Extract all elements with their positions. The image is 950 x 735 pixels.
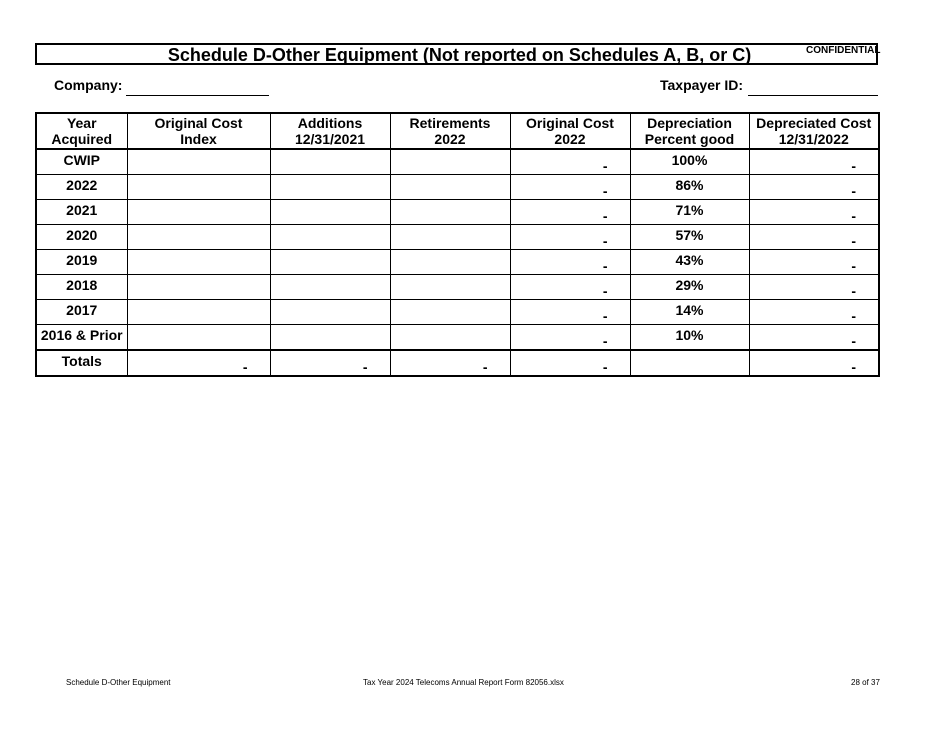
cell-depreciated-cost: - [749,175,879,200]
cell-original-cost: - [510,325,630,351]
cell-additions-input[interactable] [270,175,390,200]
footer-page-number: 28 of 37 [851,678,880,687]
cell-original-cost: - [510,225,630,250]
cell-original-cost: - [510,300,630,325]
cell-index-input[interactable] [127,149,270,175]
cell-original-cost: - [510,149,630,175]
cell-retirements-input[interactable] [390,250,510,275]
title-box [35,43,881,65]
table-row [36,275,879,300]
cell-index-input[interactable] [127,225,270,250]
total-additions: - [270,350,390,376]
column-header-additions: Additions 12/31/2021 [270,113,390,149]
cell-depreciated-cost: - [749,275,879,300]
cell-retirements-input[interactable] [390,300,510,325]
cell-percent-good: 14% [630,300,749,325]
cell-original-cost: - [510,175,630,200]
cell-depreciated-cost: - [749,225,879,250]
footer-filename: Tax Year 2024 Telecoms Annual Report Form 82056.xlsx [363,678,564,687]
cell-percent-good: 71% [630,200,749,225]
table-row [36,175,879,200]
table-row [36,300,879,325]
totals-label: Totals [36,350,127,376]
cell-percent-good: 57% [630,225,749,250]
cell-depreciated-cost: - [749,250,879,275]
cell-additions-input[interactable] [270,275,390,300]
company-input[interactable] [126,78,269,96]
cell-depreciated-cost: - [749,300,879,325]
cell-year: 2022 [36,175,127,200]
page-title: Schedule D-Other Equipment (Not reported on Schedules A, B, or C) [167,45,752,65]
cell-year: 2019 [36,250,127,275]
total-index: - [127,350,270,376]
total-original-cost: - [510,350,630,376]
cell-index-input[interactable] [127,300,270,325]
column-header-original-cost: Original Cost 2022 [510,113,630,149]
cell-year: CWIP [36,149,127,175]
cell-percent-good: 29% [630,275,749,300]
cell-additions-input[interactable] [270,300,390,325]
total-retirements: - [390,350,510,376]
cell-retirements-input[interactable] [390,200,510,225]
table-row [36,325,879,351]
cell-additions-input[interactable] [270,149,390,175]
cell-retirements-input[interactable] [390,149,510,175]
table-row [36,250,879,275]
cell-index-input[interactable] [127,275,270,300]
table-row [36,225,879,250]
footer-schedule-name: Schedule D-Other Equipment [66,678,171,687]
table-row [36,149,879,175]
schedule-d-table [35,112,880,377]
cell-year: 2021 [36,200,127,225]
cell-original-cost: - [510,200,630,225]
cell-year: 2020 [36,225,127,250]
cell-percent-good: 86% [630,175,749,200]
confidential-label: CONFIDENTIAL [806,45,881,56]
company-label: Company: [54,77,123,93]
cell-percent-good: 43% [630,250,749,275]
total-depreciated-cost: - [749,350,879,376]
column-header-year: Year Acquired [36,113,127,149]
column-header-depreciation: Depreciation Percent good [630,113,749,149]
total-percent-good [630,350,749,376]
cell-percent-good: 100% [630,149,749,175]
cell-additions-input[interactable] [270,325,390,351]
cell-depreciated-cost: - [749,200,879,225]
cell-depreciated-cost: - [749,149,879,175]
cell-original-cost: - [510,250,630,275]
cell-index-input[interactable] [127,175,270,200]
cell-year: 2016 & Prior [36,325,127,351]
cell-retirements-input[interactable] [390,325,510,351]
column-header-depreciated-cost: Depreciated Cost 12/31/2022 [749,113,879,149]
cell-percent-good: 10% [630,325,749,351]
cell-year: 2017 [36,300,127,325]
cell-retirements-input[interactable] [390,275,510,300]
cell-index-input[interactable] [127,325,270,351]
cell-original-cost: - [510,275,630,300]
cell-year: 2018 [36,275,127,300]
cell-index-input[interactable] [127,200,270,225]
column-header-original-cost-index: Original Cost Index [127,113,270,149]
totals-row [36,350,879,376]
cell-retirements-input[interactable] [390,175,510,200]
table-header-row [36,113,879,149]
column-header-retirements: Retirements 2022 [390,113,510,149]
cell-index-input[interactable] [127,250,270,275]
cell-retirements-input[interactable] [390,225,510,250]
table-row [36,200,879,225]
cell-depreciated-cost: - [749,325,879,351]
cell-additions-input[interactable] [270,200,390,225]
taxpayer-id-input[interactable] [748,78,878,96]
taxpayer-id-label: Taxpayer ID: [660,77,743,93]
cell-additions-input[interactable] [270,250,390,275]
cell-additions-input[interactable] [270,225,390,250]
